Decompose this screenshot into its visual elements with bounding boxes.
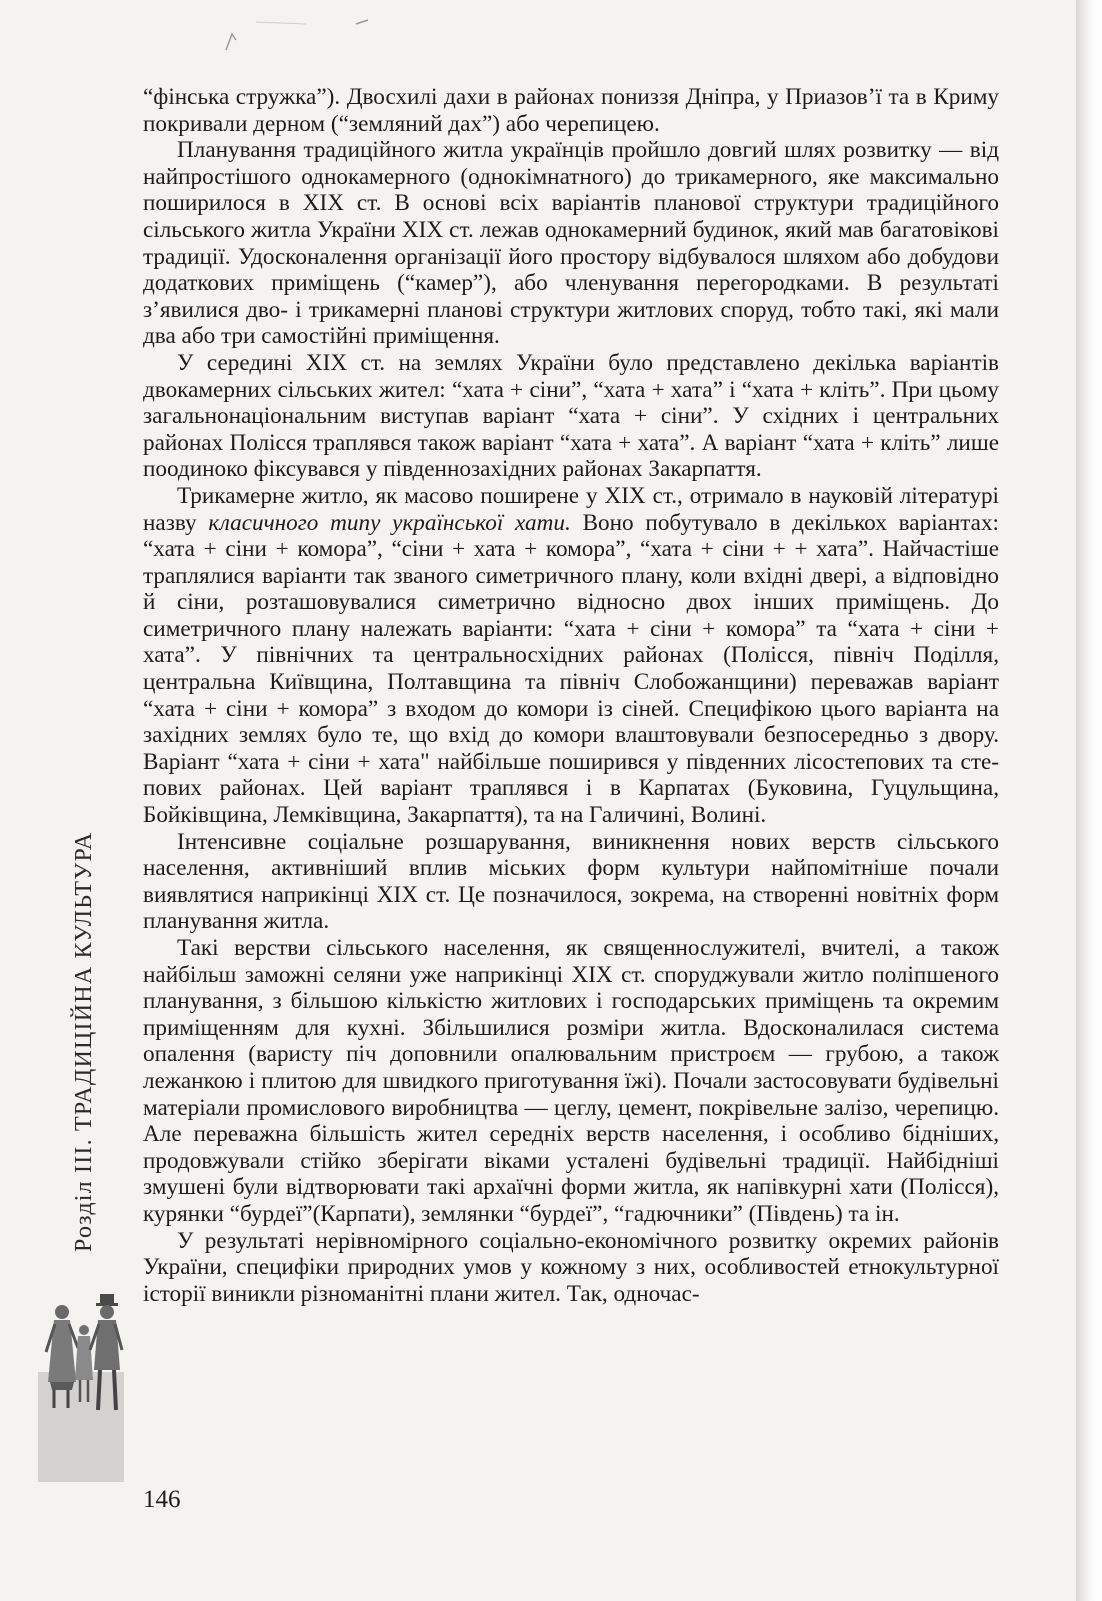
page-edge — [1076, 0, 1102, 1601]
paragraph: Інтенсивне соціальне розшарування, виникнення нових верств сільського населення, активніший вплив міських форм культури найпомітніше почали виявлятися наприкінці XIX ст. Це позначилося, зокрема, на створенні новітніх форм планування житла. — [143, 828, 999, 935]
scratch-mark-icon — [196, 10, 396, 70]
paragraph-text: Трикамерне житло, як масово поширене у XIX ст., отримало в науковій літературі назву — [143, 482, 999, 536]
page-number: 146 — [143, 1486, 181, 1513]
paragraph: У середині XIX ст. на землях України було представлено декілька варіантів двокамерних сільських жител: “хата + сіни”, “хата + хата” і “хата + кліть”. При цьому загальнонаціональним виступав варіант “хата + сіни”. У східних і центральних районах Полісся траплявся також варіант “хата + хата”. А варіант “хата + кліть” лише поодиноко фіксувався у південнозахідних районах Закарпаття. — [143, 349, 999, 483]
paragraph: Такі верстви сільського населення, як священнослужителі, вчителі, а також найбільш заможні селяни уже наприкінці XIX ст. споруджували житло поліпшеного планування, з більшою кількістю житлових і господарських приміщень та окремим приміщенням для кухні. Збільшилися розміри житла. Вдосконалилася система опалення (варисту піч доповнили опалювальним пристроєм — грубою, а також лежанкою і плитою для швидкого приготування їжі). Почали застосовувати будівельні матеріали промислового виробництва — цеглу, цемент, покрівельне залізо, черепицю. Але переважна більшість жител середніх верств населення, і особливо бідніших, продовжували стійко зберігати віками усталені будівельні традиції. Найбідніші змушені були відтворювати такі архаїчні форми житла, як напівкурні хати (Полісся), курянки “бурдеї”(Карпати), землянки “бурдеї”, “гадючники” (Південь) та ін. — [143, 935, 999, 1227]
italic-term: класичного типу української хати. — [208, 509, 571, 536]
section-title: Розділ III. ТРАДИЦІЙНА КУЛЬТУРА — [71, 831, 97, 1252]
paragraph: Планування традиційного житла українців пройшло довгий шлях розвитку — від найпростішого однокамерного (однокімнатного) до трикамерного, яке максимально поширилося в XIX ст. В основі всіх варіантів планової структури традиційного сільського житла України XIX ст. лежав однокамерний будинок, який мав багатовікові традиції. Удосконалення організації його простору відбувалося шляхом або добудови додаткових приміщень (“камер”), або членування перегородками. В результаті з’явилися дво- і трикамерні планові структури житлових споруд, тобто такі, які мали два або три самостійні приміщення. — [143, 137, 999, 350]
paragraph: “фінська стружка”). Двосхилі дахи в районах пониззя Дніпра, у Приазов’ї та в Криму покривали дерном (“земляний дах”) або черепицею. — [143, 84, 999, 137]
paragraph-text: Воно побутувало в декількох варіантах: “хата + сіни + комора”, “сіни + хата + комора”, “хата + сіни + + хата”. Найчастіше траплялися варіанти так званого симетричного плану, коли вхідні двері, а відповідно й сіни, розташовувалися симетрично відносно двох інших приміщень. До симетричного плану належать варіанти: “хата + сіни + комора” та “хата + сіни + хата”. У північних та центральносхідних районах (Полісся, північ Поділля, центральна Київщина, Полтавщина та північ Слобожанщини) переважав варіант “хата + сіни + комора” з входом до комори із сіней. Специфікою цього варіанта на західних землях було те, що вхід до комори влаштовували безпосередньо з двору. Варіант “хата + сіни + хата" найбільше поширився у південних лісостепових та степових районах. Цей варіант траплявся і в Карпатах (Буковина, Гуцульщина, Бойківщина, Лемківщина, Закарпаття), та на Галичині, Волині. — [143, 509, 999, 829]
body-text — [143, 84, 999, 1307]
paragraph: У результаті нерівномірного соціально-економічного розвитку окремих районів України, специфіки природних умов у кожному з них, особливостей етнокультурної історії виникли різноманітні плани жител. Так, одночас- — [143, 1227, 999, 1307]
folk-figures-icon — [40, 1290, 124, 1420]
paragraph — [143, 483, 999, 829]
